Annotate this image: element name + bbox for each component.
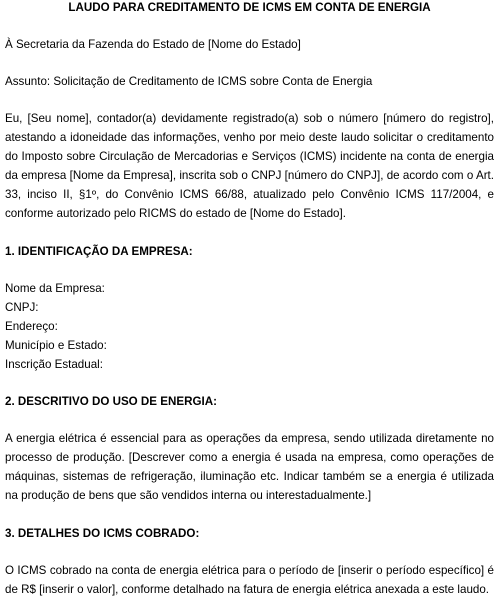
energy-usage-paragraph: A energia elétrica é essencial para as operações da empresa, sendo utilizada diretamente no processo de produção. [Descrever como a energia é usada na empresa, como operações de máquinas, sistemas de refrigeração, iluminação etc. Indicar também se a energia é utilizada na produção de bens que são vendidos interna ou interestadualmente.] bbox=[5, 432, 494, 502]
recipient-line: À Secretaria da Fazenda do Estado de [Nome do Estado] bbox=[5, 38, 301, 51]
document-title: LAUDO PARA CREDITAMENTO DE ICMS EM CONTA DE ENERGIA bbox=[68, 1, 431, 14]
icms-details-paragraph: O ICMS cobrado na conta de energia elétrica para o período de [inserir o período específico] é de R$ [inserir o valor], conforme detalhado na fatura de energia elétrica anexada a este laudo. bbox=[5, 564, 494, 596]
field-state-registration: Inscrição Estadual: bbox=[5, 358, 103, 371]
company-fields bbox=[5, 279, 494, 374]
field-city-state: Município e Estado: bbox=[5, 339, 107, 352]
intro-paragraph: Eu, [Seu nome], contador(a) devidamente registrado(a) sob o número [número do registro], atestando a idoneidade das informações, venho por meio deste laudo solicitar o creditamento do Imposto sobre Circulação de Mercadorias e Serviços (ICMS) incidente na conta de energia da empresa [Nome da Empresa], inscrita sob o CNPJ [número do CNPJ], de acordo com o Art. 33, inciso II, §1º, do Convênio ICMS 66/88, atualizado pelo Convênio ICMS 117/2004, e conforme autorizado pelo RICMS do estado de [Nome do Estado]. bbox=[5, 112, 494, 220]
field-address: Endereço: bbox=[5, 320, 58, 333]
section-heading-energy-usage: 2. DESCRITIVO DO USO DE ENERGIA: bbox=[5, 395, 217, 408]
field-company-name: Nome da Empresa: bbox=[5, 282, 105, 295]
section-heading-company-identification: 1. IDENTIFICAÇÃO DA EMPRESA: bbox=[5, 245, 193, 258]
subject-line: Assunto: Solicitação de Creditamento de ICMS sobre Conta de Energia bbox=[5, 75, 373, 88]
section-heading-icms-details: 3. DETALHES DO ICMS COBRADO: bbox=[5, 527, 200, 540]
field-cnpj: CNPJ: bbox=[5, 301, 39, 314]
